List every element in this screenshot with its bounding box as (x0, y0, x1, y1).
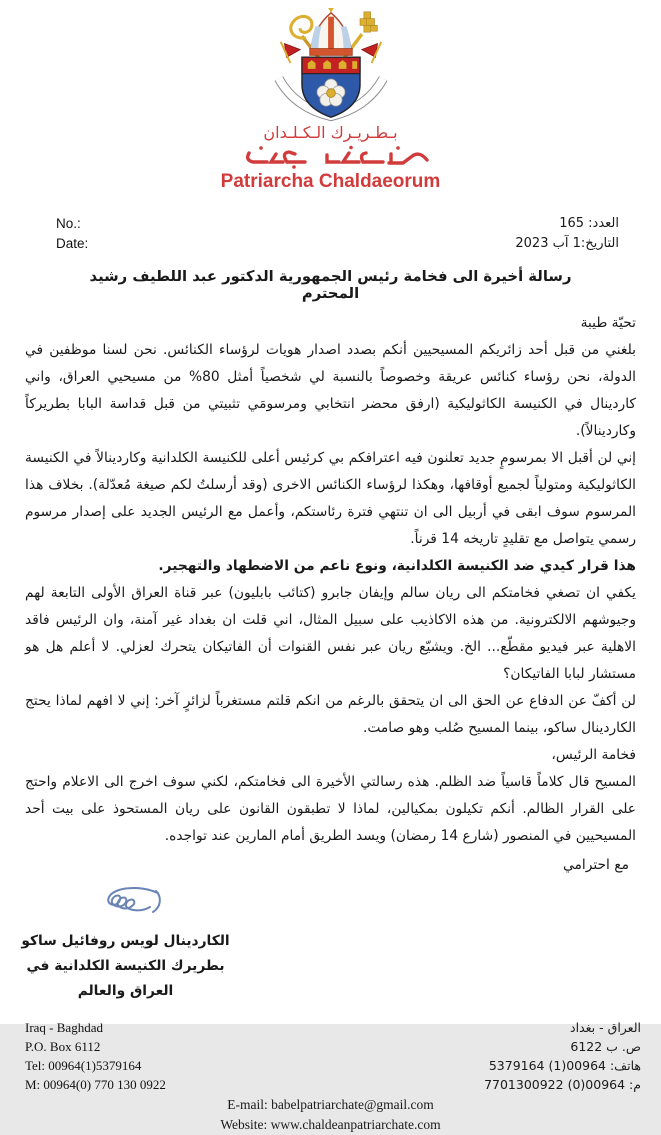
footer-contact (0, 1095, 661, 1135)
paragraph-5: المسيح قال كلاماً قاسياً ضد الظلم. هذه رسالتي الأخيرة الى فخامتكم، لكني سوف اخرج الى الاعلام واحتج على القرار الظالم. أنكم تكيلون بمكيالين، لماذا لا تطبقون القانون على ريان المستحوذ على بيت أحد المسيحيين في المنصور (شارع 14 رمضان) ويسد الطريق أمام المارين عند تواجده. (25, 774, 636, 844)
letterhead (0, 0, 661, 194)
no-label: No.: (56, 216, 81, 231)
mitre-icon (309, 8, 352, 55)
paragraph-4: لن أكفّ عن الدفاع عن الحق الى ان يتحقق بالرغم من انكم قلتم مستغرباً لزائرٍ آخر: إني لا افهم لماذا يحتج الكاردينال ساكو، بينما المسيح صُلب وهو صامت. (25, 693, 636, 736)
footer-line: هاتف: 00964(1) 5379164 (488, 1058, 641, 1073)
signatory-name: الكاردينال لويس روفائيل ساكو (21, 933, 230, 949)
letterhead-syriac-title (231, 144, 431, 170)
footer-line: M: 00964(0) 770 130 0922 (25, 1077, 166, 1092)
letter-number: العدد: 165 (559, 216, 619, 231)
paragraph-3: يكفي ان تصغي فخامتكم الى ريان سالم وإيفان جابرو (كتائب بابليون) عبر قناة العراق الأولى التابعة لهم وجيوشهم الالكترونية. من هذه الاكاذيب على سبيل المثال، اني قلت ان بغداد غير آمنة، وان الرئيس فاقد الاهلية عبر فيديو مقطّع... الخ. ويشيّع ريان عبر نفس القنوات أن الفاتيكان يتحرك لعزلي. لا أعلم هل هو مستشار لبابا الفاتيكان؟ (25, 585, 636, 682)
signature-icon (70, 885, 180, 927)
greeting: تحيّة طيبة (580, 315, 636, 331)
website-line: Website: www.chaldeanpatriarchate.com (220, 1117, 441, 1132)
signature-block (8, 885, 243, 1004)
paragraph-2-emphasis: هذا قرار كيدي ضد الكنيسة الكلدانية، ونوع ناعم من الاضطهاد والتهجير. (158, 558, 636, 574)
letter-body (0, 310, 661, 850)
letter-date: التاريخ:1 آب 2023 (515, 236, 619, 251)
reference-english (56, 214, 88, 254)
salutation: فخامة الرئيس، (551, 747, 636, 763)
footer-line: العراق - بغداد (570, 1020, 641, 1035)
footer (0, 1018, 661, 1135)
reference-arabic (515, 214, 619, 254)
footer-address-arabic (484, 1018, 641, 1094)
footer-line: ص. ب 6122 (570, 1039, 641, 1054)
closing-phrase: مع احترامي (563, 857, 629, 873)
paragraph-1: بلغني من قبل أحد زائريكم المسيحيين أنكم بصدد اصدار هويات لرؤساء الكنائس. نحن لسنا موظفين في الدولة، نحن رؤساء كنائس عريقة وخصوصاً بالنسبة لي شخصياً أمثل 80% من مسيحيي العراق، واني كاردينال في الكنيسة الكاثوليكية (ارفق محضر انتخابي ومرسومَي تثبيتي من قبل قداسة البابا بطريركاً وكاردينالاً). (25, 342, 637, 439)
signatory-title: بطريرك الكنيسة الكلدانية في العراق والعالم (26, 958, 225, 999)
footer-line: P.O. Box 6112 (25, 1039, 101, 1054)
patriarchal-crest-icon (267, 7, 395, 123)
letterhead-arabic-title: بـطـريـرك الـكـلـدان (263, 123, 398, 142)
footer-line: Iraq - Baghdad (25, 1020, 103, 1035)
paragraph-2: إني لن أقبل الا بمرسومٍ جديد تعلنون فيه اعترافكم بي كرئيس أعلى للكنيسة الكلدانية وكاردينالاً في الكنيسة الكاثوليكية ومتولياً لجميع أوقافها، وهكذا لرؤساء الكنائس الاخرى (وقد أرسلتُ لكم صيغة مُعدّلة). بخلاف هذا المرسوم سوف ابقى في أربيل الى ان تنتهي فترة رئاستكم، وأعمل مع الرئيس الجديد على إصدار مرسوم رسمي يتواصل مع تقليدٍ تاريخه 14 قرناً. (25, 450, 636, 547)
subject-line: رسالة أخيرة الى فخامة رئيس الجمهورية الدكتور عبد اللطيف رشيد المحترم (89, 268, 572, 302)
footer-address-english (25, 1018, 166, 1094)
footer-line: Tel: 00964(1)5379164 (25, 1058, 142, 1073)
footer-line: م: 00964(0) 7701300922 (484, 1077, 641, 1092)
date-label: Date: (56, 236, 89, 251)
letterhead-latin-title: Patriarcha Chaldaeorum (220, 171, 441, 192)
email-line: E-mail: babelpatriarchate@gmail.com (227, 1097, 434, 1112)
reference-row (0, 214, 661, 254)
